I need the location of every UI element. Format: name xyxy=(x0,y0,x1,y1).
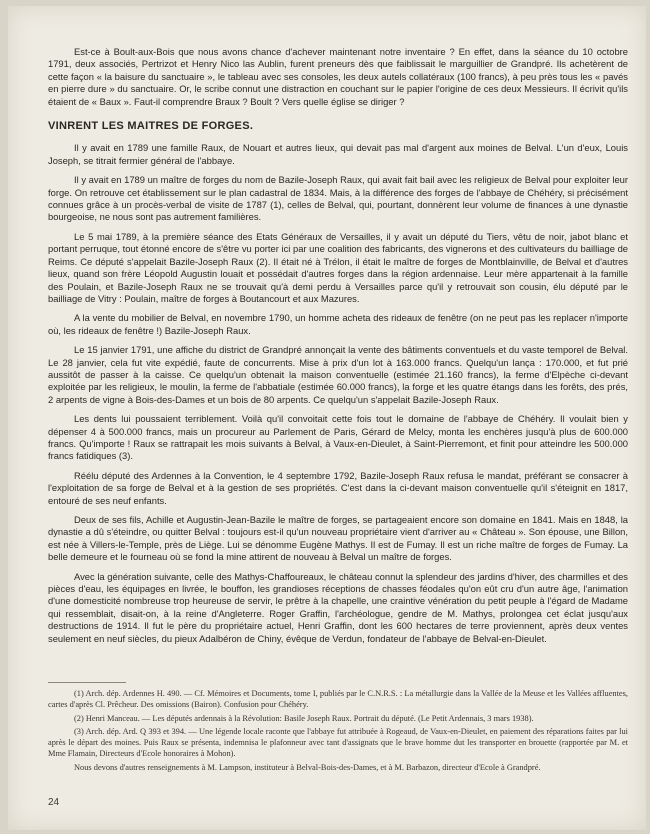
paragraph-7: Réélu député des Ardennes à la Convention, le 4 septembre 1792, Bazile-Joseph Raux refusa le mandat, préférant se consacrer à l'exploitation de sa forge de Belval et à la gestion de ses propriétés. C'est dans la ci-devant maison conventuelle qu'il s'éteignit en 1817, entouré de ses neuf enfants. xyxy=(48,469,628,506)
footnote-divider xyxy=(48,682,126,683)
paragraph-6: Les dents lui poussaient terriblement. Voilà qu'il convoitait cette fois tout le domaine de l'abbaye de Chéhéry. Il voulait bien y dépenser 4 à 500.000 francs, mais un procureur au Parlement de Paris, Gérard de Melcy, monta les enchères jusqu'à plus de 600.000 francs. Qu'importe ! Raux se rattrapait les mois suivants à Belval, à Vaux-en-Dieulet, à Saint-Pierremont, et finit pour atteindre les 500.000 francs fatidiques (3). xyxy=(48,413,628,462)
footnote-3: (3) Arch. dép. Ard. Q 393 et 394. — Une légende locale raconte que l'abbaye fut attribuée à Rogeaud, de Vaux-en-Dieulet, en paiement des réparations faites par lui après le départ des moines. Puis Raux se présenta, indemnisa le plafonneur avec tant d'assignats que le brave homme dut les transporter en brouette (rapportée par M. et Mme Flamain, Directeurs d'Ecole honoraires à Mohon). xyxy=(48,727,628,758)
paragraph-1: Il y avait en 1789 une famille Raux, de Nouart et autres lieux, qui devait pas mal d'argent aux moines de Belval. L'un d'eux, Louis Joseph, se titrait fermier général de l'abbaye. xyxy=(48,142,628,166)
page-number: 24 xyxy=(48,797,60,808)
footnote-4: Nous devons d'autres renseignements à M. Lampson, instituteur à Belval-Bois-des-Dames, et à M. Barbazon, directeur d'Ecole à Grandpré. xyxy=(74,762,541,772)
paragraph-2: Il y avait en 1789 un maître de forges du nom de Bazile-Joseph Raux, qui avait fait bail avec les religieux de Belval pour exploiter leur forge. On retrouve cet établissement sur le plan cadastral de 1834. Mais, à la différence des forges de l'abbaye de Chéhéry, si précisément connues grâce à un procès-verbal de visite de 1787 (1), celles de Belval, qui, pourtant, donnèrent leur volume de finances à une dynastie bourgeoise, ne nous sont pas autrement familières. xyxy=(48,174,628,223)
paragraph-9: Avec la génération suivante, celle des Mathys-Chaffoureaux, le château connut la splendeur des jardins d'hiver, des charmilles et des pièces d'eau, les équipages en livrée, le bouffon, les grandioses réceptions de chasses féodales qu'on eût cru d'un autre âge, l'animation d'une domesticité nombreuse trop heureuse de servir, le prêtre à la chapelle, une craintive vénération du petit peuple à l'égard de Madame qui ressemblait, disait-on, à la reine d'Angleterre. Roger Graffin, l'archéologue, gendre de M. Mathys, prolongea cet éclat jusqu'aux destructions de 1914. Il fut le père du propriétaire actuel, Henri Graffin, dont les 600 hectares de terre proviennent, après deux ventes seulement en neuf siècles, du pieux Adalbéron de Chiny, évêque de Verdun, fondateur de l'abbaye de Belval-en-Dieulet. xyxy=(48,570,628,644)
footnotes xyxy=(48,689,628,777)
paragraph-8: Deux de ses fils, Achille et Augustin-Jean-Bazile le maître de forges, se partageaient encore son domaine en 1841. Mais en 1848, la dynastie a dû s'éteindre, ou quitter Belval : toujours est-il qu'un nouveau propriétaire vient d'arriver au « Château ». Son épouse, une Billon, est née à Villers-le-Temple, près de Liège. Lui se dénomme Eugène Mathys. Il est de Fumay. Il est un riche maître de forges de Fumay. La belle demeure et le fourneau où se fond la mine attirent de nouveau à Belval un maître de forges. xyxy=(48,514,628,563)
document-page xyxy=(8,6,646,830)
paragraph-5: Le 15 janvier 1791, une affiche du district de Grandpré annonçait la vente des bâtiments conventuels et du vaste temporel de Belval. Le 28 janvier, cela fut vite expédié, faute de concurrents. Mise à prix d'un lot à 163.000 francs. Quelqu'un lança : 170.000, et fut prié aussitôt de passer à la caisse. Ce quelqu'un obtenait la maison conventuelle (estimée 21.160 francs), la ferme d'Elpèche ci-devant exploitée par les religieux, le moulin, la ferme de l'abbatiale (estimée 60.000 francs), la forge et les quatre étangs dans les forêts, des prés, 2 arpents de vigne à Bois-des-Dames et un bois de 80 arpents. Ce quelqu'un s'appelait Bazile-Joseph Raux. xyxy=(48,344,628,405)
footnote-1: (1) Arch. dép. Ardennes H. 490. — Cf. Mémoires et Documents, tome I, publiés par le C.N.R.S. : La métallurgie dans la Vallée de la Meuse et les Vallées affluentes, cartes d'après Cl. Prêcheur. Des omissions (Bairon). Confusion pour Chéhéry. xyxy=(48,689,628,709)
paragraph-4: A la vente du mobilier de Belval, en novembre 1790, un homme acheta des rideaux de fenêtre (on ne peut pas les replacer n'importe où, les rideaux de fenêtre !) Bazile-Joseph Raux. xyxy=(48,312,628,336)
intro-paragraph: Est-ce à Boult-aux-Bois que nous avons chance d'achever maintenant notre inventaire ? En effet, dans la séance du 10 octobre 1791, deux associés, Pertrizot et Henry Nico las Aublin, furent preneurs dès que faiblissait le marguillier de Grandpré. Ils achetèrent de cette façon « la baisure du sanctuaire », le tableau avec ses consoles, les deux autels collatéraux (100 francs), à peu près tous les « pavés en pierre dure » du sanctuaire. Or, le scribe connut une distraction en couchant sur le papier l'origine de ces deux Messieurs. Il écrivit qu'ils étaient de « Baux ». Faut-il comprendre Braux ? Boult ? Vers quelle église se diriger ? xyxy=(48,46,628,107)
body-text xyxy=(48,46,628,652)
section-heading: VINRENT LES MAITRES DE FORGES. xyxy=(48,120,254,133)
paragraph-3: Le 5 mai 1789, à la première séance des Etats Généraux de Versailles, il y avait un député du Tiers, vêtu de noir, jabot blanc et portant perruque, tout étonné encore de s'être vu porter ici par une coalition des fabricants, des vignerons et des cultivateurs du bailliage de Reims. Ce député s'appelait Bazile-Joseph Raux (2). Il était né à Trélon, il était le maître de forges de Montblainville, de Belval et d'autres lieux, quand son frère Léopold Augustin louait et possédait d'autres forges dans la région ardennaise. Leur mère appartenait à la famille des Poulain, et Bazile-Joseph Raux ne se trouvait qu'à demi perdu à Versailles parce qu'il y retrouvait son cousin, élu député par le bailliage de Vitry : Poulain, maître de forges à Boutancourt et aux Mazures. xyxy=(48,230,628,304)
footnote-2: (2) Henri Manceau. — Les députés ardennais à la Révolution: Basile Joseph Raux. Portrait du député. (Le Petit Ardennais, 3 mars 1938). xyxy=(74,713,534,723)
